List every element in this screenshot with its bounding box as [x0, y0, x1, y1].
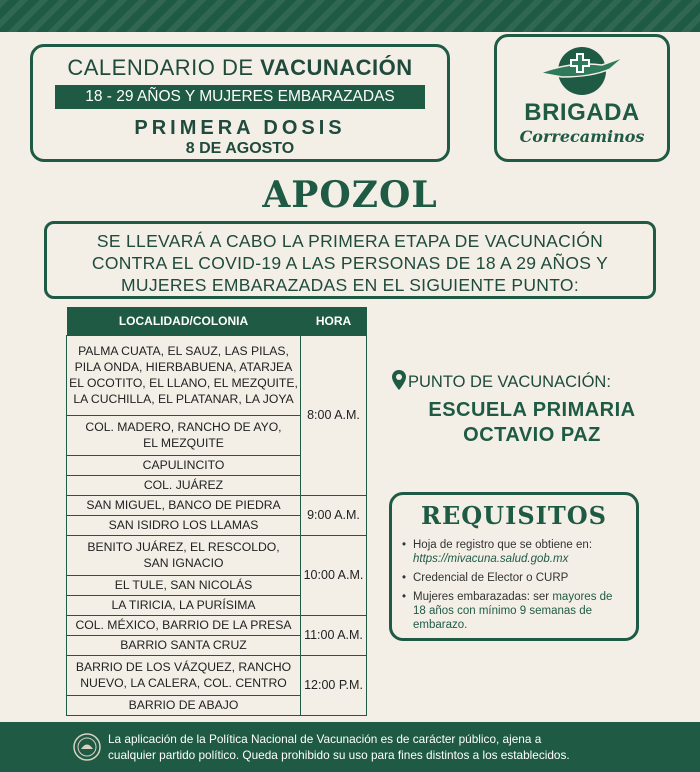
- locality-cell: BENITO JUÁREZ, EL RESCOLDO, SAN IGNACIO: [67, 535, 301, 575]
- intro-line: MUJERES EMBARAZADAS EN EL SIGUIENTE PUNTO:: [121, 275, 579, 295]
- locality-cell: LA TIRICIA, LA PURÍSIMA: [67, 595, 301, 615]
- government-seal-icon: [72, 732, 102, 762]
- locality-cell: EL TULE, SAN NICOLÁS: [67, 575, 301, 595]
- footer-line: cualquier partido político. Queda prohibido su uso para fines distintos a los establecidos.: [108, 748, 570, 762]
- requirements-list: [402, 538, 626, 632]
- column-header-locality: LOCALIDAD/COLONIA: [67, 307, 301, 335]
- dose-label: PRIMERA DOSIS: [134, 117, 346, 139]
- requirement-item: • Credencial de Elector o CURP: [402, 571, 626, 585]
- column-header-hour: HORA: [301, 307, 367, 335]
- vaccination-site: [392, 370, 672, 448]
- hour-cell: 12:00 P.M.: [301, 655, 367, 715]
- intro-line: CONTRA EL COVID-19 A LAS PERSONAS DE 18 A 29 AÑOS Y: [91, 253, 609, 273]
- locality-cell: COL. MADERO, RANCHO DE AYO, EL MEZQUITE: [67, 415, 301, 455]
- intro-box: [44, 221, 656, 299]
- requirement-item: • Mujeres embarazadas: ser mayores de 18 años con mínimo 9 semanas de embarazo.: [402, 590, 626, 632]
- location-pin-icon: [392, 370, 406, 390]
- calendar-header-box: [30, 44, 450, 162]
- locality-cell: BARRIO DE ABAJO: [67, 695, 301, 715]
- age-group-banner: 18 - 29 AÑOS Y MUJERES EMBARAZADAS: [55, 85, 425, 109]
- locality-cell: BARRIO DE LOS VÁZQUEZ, RANCHO NUEVO, LA CALERA, COL. CENTRO: [67, 655, 301, 695]
- site-label: PUNTO DE VACUNACIÓN:: [408, 373, 611, 391]
- hour-cell: 11:00 A.M.: [301, 615, 367, 655]
- footer-line: La aplicación de la Política Nacional de Vacunación es de carácter público, ajena a: [108, 732, 542, 746]
- date-label: 8 DE AGOSTO: [185, 140, 295, 157]
- roadrunner-medical-cross-icon: [532, 43, 632, 99]
- brigada-logo-box: [494, 34, 670, 162]
- schedule-table: [66, 307, 367, 716]
- locality-cell: BARRIO SANTA CRUZ: [67, 635, 301, 655]
- site-name: ESCUELA PRIMARIA OCTAVIO PAZ: [428, 399, 636, 446]
- calendar-title: CALENDARIO DE VACUNACIÓN: [67, 55, 413, 80]
- decorative-top-band: [0, 0, 700, 32]
- requirement-item: • Hoja de registro que se obtiene en: https://mivacuna.salud.gob.mx: [402, 538, 626, 566]
- locality-cell: CAPULINCITO: [67, 455, 301, 475]
- locality-cell: COL. MÉXICO, BARRIO DE LA PRESA: [67, 615, 301, 635]
- brigada-subtitle: Correcaminos: [519, 127, 645, 146]
- municipality-title: APOZOL: [262, 174, 438, 216]
- requirements-box: [389, 492, 639, 641]
- locality-cell: SAN ISIDRO LOS LLAMAS: [67, 515, 301, 535]
- brigada-title: BRIGADA: [524, 99, 640, 126]
- footer-disclaimer: [0, 722, 700, 772]
- hour-cell: 10:00 A.M.: [301, 535, 367, 615]
- requirements-title: REQUISITOS: [421, 501, 607, 530]
- registration-link[interactable]: https://mivacuna.salud.gob.mx: [413, 553, 569, 565]
- locality-cell: COL. JUÁREZ: [67, 475, 301, 495]
- hour-cell: 9:00 A.M.: [301, 495, 367, 535]
- locality-cell: SAN MIGUEL, BANCO DE PIEDRA: [67, 495, 301, 515]
- intro-line: SE LLEVARÁ A CABO LA PRIMERA ETAPA DE VACUNACIÓN: [96, 231, 604, 251]
- locality-cell: PALMA CUATA, EL SAUZ, LAS PILAS, PILA ONDA, HIERBABUENA, ATARJEA EL OCOTITO, EL LLANO, EL MEZQUITE, LA CUCHILLA, EL PLATANAR, LA JOYA: [67, 335, 301, 415]
- hour-cell: 8:00 A.M.: [301, 335, 367, 495]
